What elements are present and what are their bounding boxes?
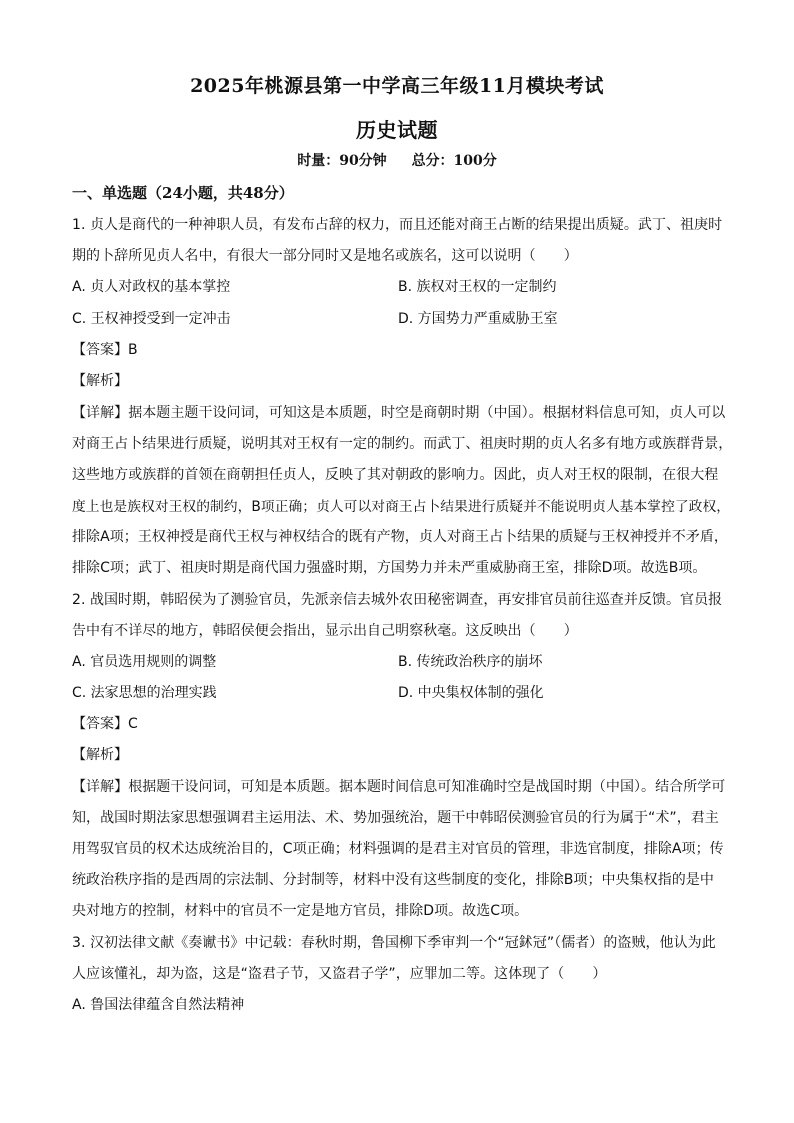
q2-option-c: C. 法家思想的治理实践: [72, 685, 217, 701]
q1-option-c: C. 王权神授受到一定冲击: [72, 311, 231, 327]
q2-detail-line-5: 央对地方的控制，材料中的官员不一定是地方官员，排除D项。故选C项。: [72, 903, 529, 919]
q2-option-a: A. 官员选用规则的调整: [72, 654, 217, 670]
exam-duration: 时量：90分钟: [297, 153, 387, 169]
q3-option-a: A. 鲁国法律蕴含自然法精神: [72, 997, 245, 1013]
q1-detail-line-4: 度上也是族权对王权的制约，B项正确；贞人可以对商王占卜结果进行质疑并不能说明贞人基本掌控了政权，: [72, 499, 731, 515]
q1-detail-line-5: 排除A项；王权神授是商代王权与神权结合的既有产物，贞人对商王占卜结果的质疑与王权神授并不矛盾，: [72, 529, 728, 545]
q2-option-b: B. 传统政治秩序的崩坏: [398, 654, 543, 670]
q2-detail-line-4: 统政治秩序指的是西周的宗法制、分封制等，材料中没有这些制度的变化，排除B项；中央集权指的是中: [72, 872, 714, 888]
q1-detail-line-6: 排除C项；武丁、祖庚时期是商代国力强盛时期，方国势力并未严重威胁商王室，排除D项。故选B项。: [72, 560, 707, 576]
q3-stem-line-2: 人应该懂礼，却为盗，这是“盗君子节，又盗君子学”，应罪加二等。这体现了（ ）: [72, 966, 607, 982]
q3-stem-line-1: 3. 汉初法律文献《奏谳书》中记载：春秋时期，鲁国柳下季审判一个“冠鉥冠”（儒者）的盗贼，他认为此: [72, 935, 716, 951]
section-title: 一、单选题（24小题，共48分）: [72, 184, 294, 202]
exam-title: 2025年桃源县第一中学高三年级11月模块考试: [190, 75, 604, 97]
exam-subject: 历史试题: [356, 118, 438, 142]
exam-meta: [0, 150, 794, 170]
q1-stem-line-2: 期的卜辞所见贞人名中，有很大一部分同时又是地名或族名，这可以说明（ ）: [72, 248, 578, 264]
q1-option-b: B. 族权对王权的一定制约: [398, 279, 557, 295]
q2-detail-line-2: 知，战国时期法家思想强调君主运用法、术、势加强统治，题干中韩昭侯测验官员的行为属于“术”，君主: [72, 810, 719, 826]
q2-stem-line-1: 2. 战国时期，韩昭侯为了测验官员，先派亲信去城外农田秘密调查，再安排官员前往巡查并反馈。官员报: [72, 592, 723, 608]
q1-stem-line-1: 1. 贞人是商代的一种神职人员，有发布占辞的权力，而且还能对商王占断的结果提出质疑。武丁、祖庚时: [72, 217, 723, 233]
q2-analysis-label: 【解析】: [72, 747, 128, 763]
q2-stem-line-2: 告中有不详尽的地方，韩昭侯便会指出，显示出自己明察秋毫。这反映出（ ）: [72, 623, 578, 639]
q1-answer: 【答案】B: [72, 342, 138, 358]
q1-detail-line-3: 这些地方或族群的首领在商朝担任贞人，反映了其对朝政的影响力。因此，贞人对王权的限制，在很大程: [72, 467, 719, 483]
q2-detail-line-3: 用驾驭官员的权术达成统治目的，C项正确；材料强调的是君主对官员的管理，非选官制度，排除A项；传: [72, 841, 724, 857]
q2-answer: 【答案】C: [72, 716, 138, 732]
q2-detail-line-1: 【详解】根据题干设问词，可知是本质题。据本题时间信息可知准确时空是战国时期（中国）。结合所学可: [72, 779, 726, 795]
q1-option-a: A. 贞人对政权的基本掌控: [72, 279, 231, 295]
exam-score: 总分：100分: [411, 153, 497, 169]
q2-option-d: D. 中央集权体制的强化: [398, 685, 544, 701]
q1-detail-line-1: 【详解】据本题主题干设问词，可知这是本质题，时空是商朝时期（中国）。根据材料信息可知，贞人可以: [72, 405, 726, 421]
q1-option-d: D. 方国势力严重威胁王室: [398, 311, 558, 327]
q1-analysis-label: 【解析】: [72, 373, 128, 389]
q1-detail-line-2: 对商王占卜结果进行质疑，说明其对王权有一定的制约。而武丁、祖庚时期的贞人名多有地方或族群背景，: [72, 436, 733, 452]
